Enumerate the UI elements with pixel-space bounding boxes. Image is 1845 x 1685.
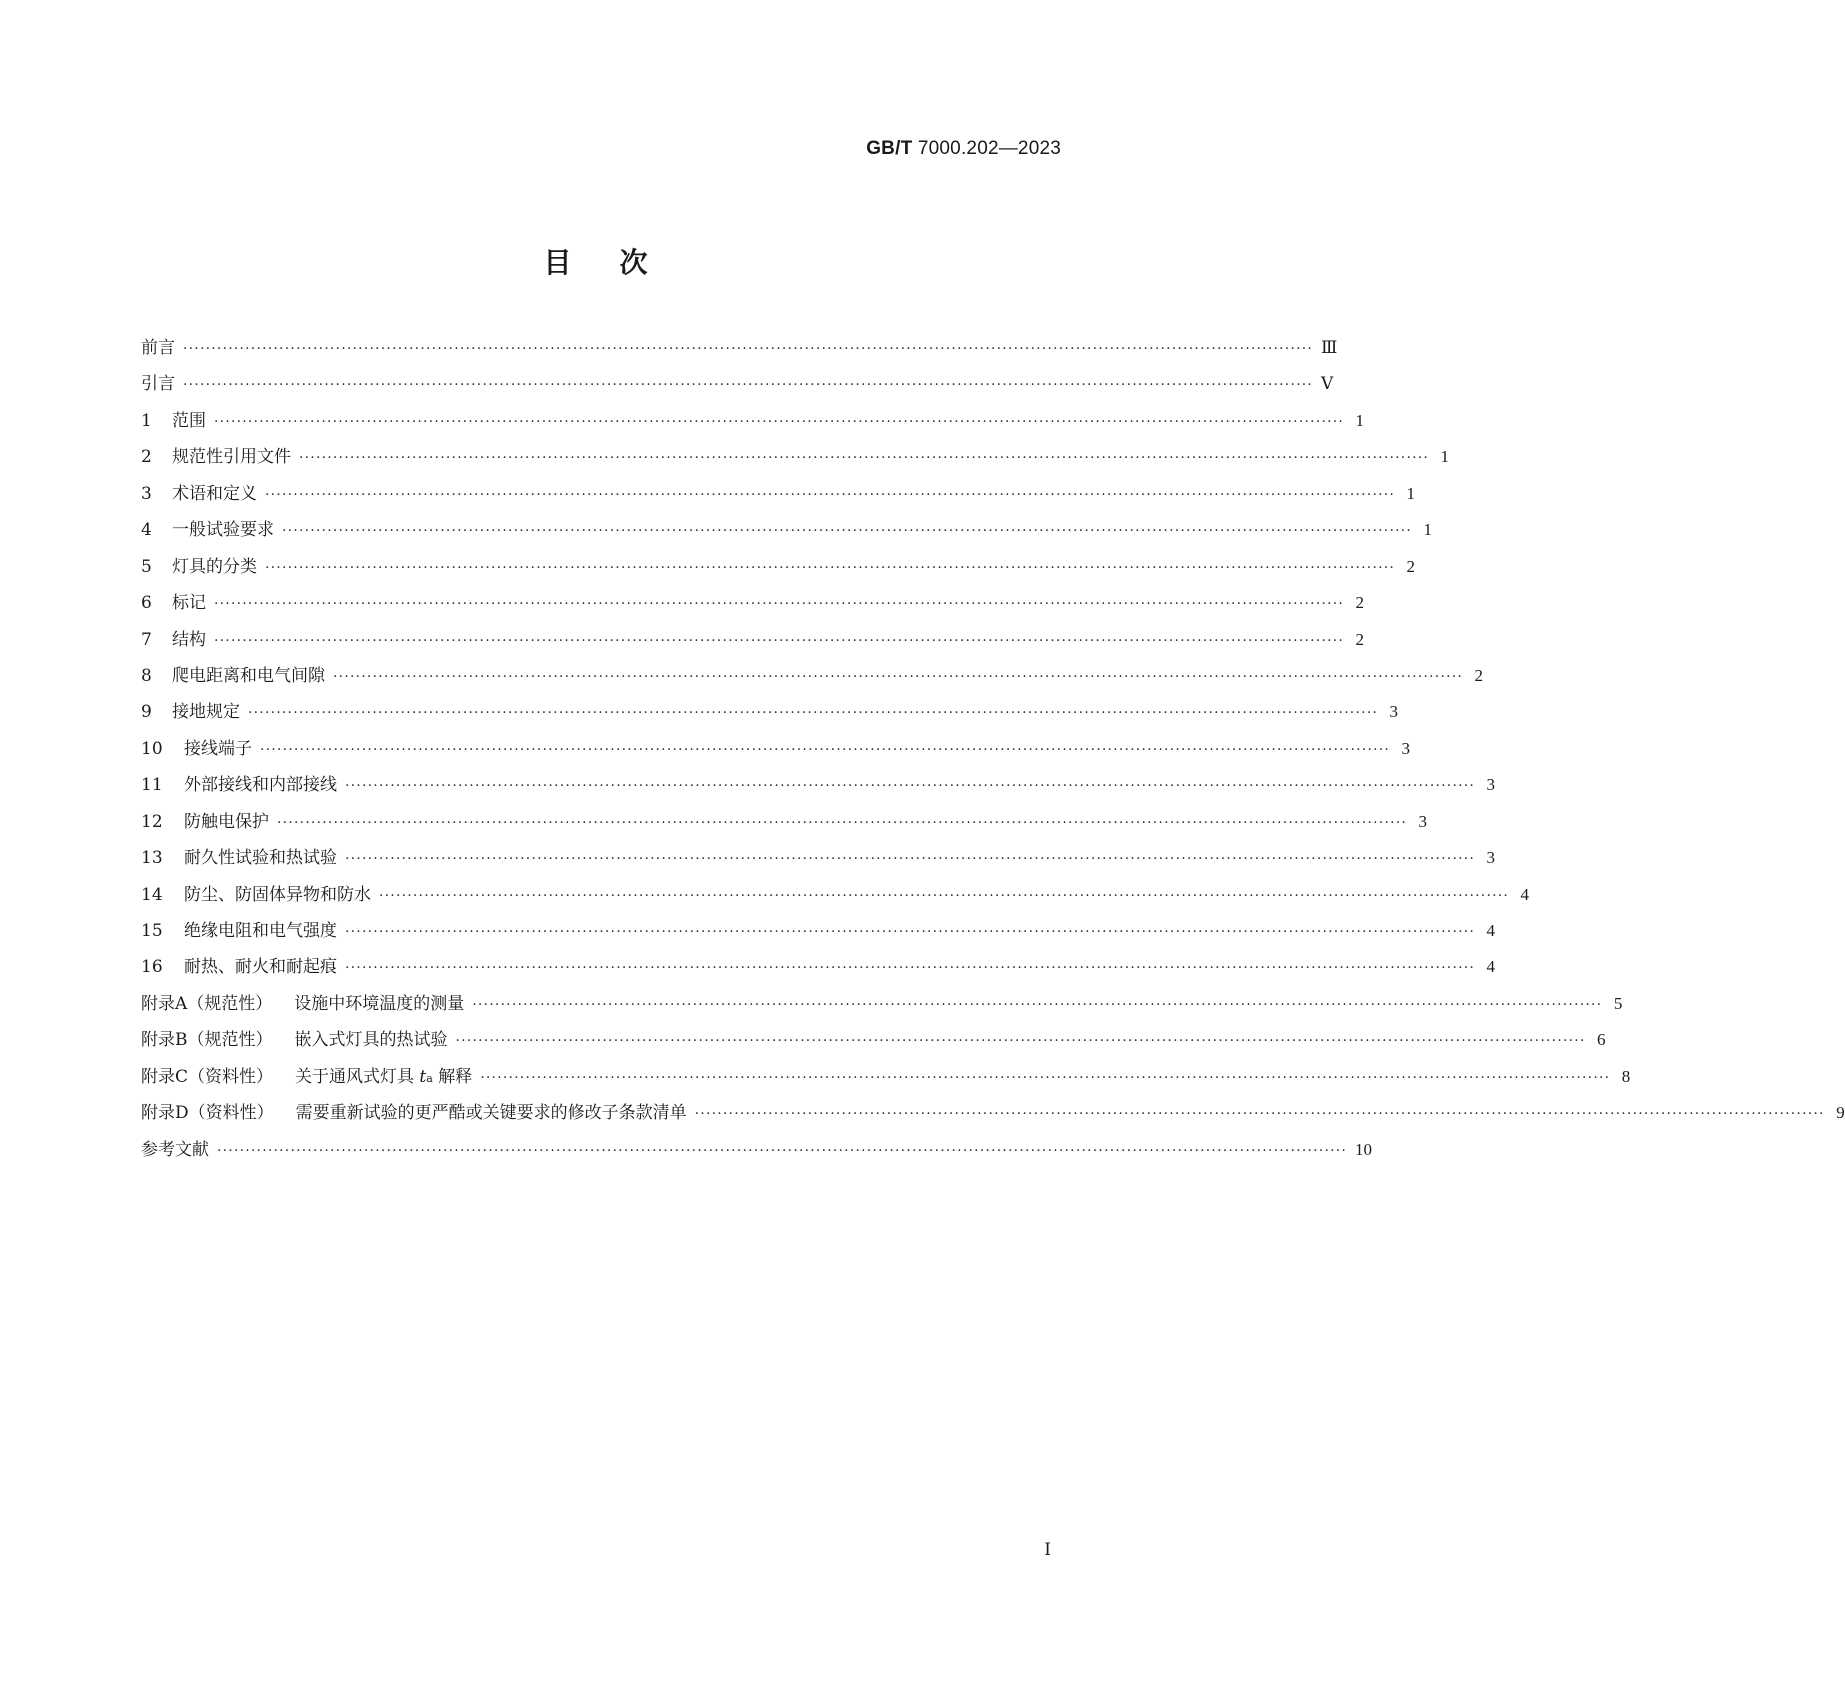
leader-dots: ········································································································································································································ xyxy=(248,705,1379,722)
toc-annex-id: 附录D（资料性） xyxy=(141,1103,274,1124)
toc-entry-clause-10[interactable] xyxy=(141,738,1411,774)
toc-entry-number: 10 xyxy=(141,738,163,759)
toc-entry-clause-5[interactable] xyxy=(141,556,1416,592)
toc-entry-clause-7[interactable] xyxy=(141,629,1365,665)
page-title: 目次 xyxy=(543,246,696,279)
toc-entry-number: 4 xyxy=(141,520,152,541)
page-number: Ⅰ xyxy=(1044,1540,1051,1559)
leader-dots: ········································································································································································································ xyxy=(260,741,1391,758)
toc-entry-clause-2[interactable] xyxy=(141,446,1450,482)
toc-entry-clause-9[interactable] xyxy=(141,701,1399,737)
toc-entry-number: 8 xyxy=(141,665,152,686)
toc-entry-number: 9 xyxy=(141,702,152,723)
toc-entry-page: 1 xyxy=(1406,483,1416,503)
toc-entry-annex-b[interactable] xyxy=(141,1029,1606,1065)
toc-entry-page: 3 xyxy=(1418,811,1428,831)
toc-entry-number: 5 xyxy=(141,556,152,577)
toc-entry-page: 5 xyxy=(1613,993,1623,1013)
toc-entry-label: 关于通风式灯具 xyxy=(295,1066,415,1087)
toc-entry-page: 3 xyxy=(1389,702,1399,722)
toc-entry-clause-13[interactable] xyxy=(141,847,1496,883)
toc-entry-annex-c[interactable] xyxy=(141,1066,1631,1102)
leader-dots: ········································································································································································································ xyxy=(282,523,1413,540)
leader-dots: ········································································································································································································ xyxy=(345,924,1476,940)
toc-annex-id: 附录C（资料性） xyxy=(141,1066,274,1087)
toc-entry-clause-3[interactable] xyxy=(141,483,1416,519)
leader-dots: ········································································································································································································ xyxy=(214,413,1345,430)
leader-dots: ········································································································································································································ xyxy=(299,450,1430,467)
toc-entry-label: 防尘、防固体异物和防水 xyxy=(184,884,371,905)
toc-entry-number: 6 xyxy=(141,593,152,614)
toc-entry-label: 标记 xyxy=(172,593,206,614)
toc-entry-clause-4[interactable] xyxy=(141,519,1433,555)
toc-entry-label: 术语和定义 xyxy=(172,483,257,504)
toc-entry-number: 3 xyxy=(141,483,152,504)
toc-entry-page: 1 xyxy=(1440,447,1450,467)
leader-dots: ········································································································································································································ xyxy=(472,996,1603,1013)
toc-entry-annex-d[interactable] xyxy=(141,1102,1845,1138)
toc-entry-page: 3 xyxy=(1401,738,1411,758)
standard-code xyxy=(866,138,1061,160)
toc-entry-number: 1 xyxy=(141,410,152,431)
toc-entry-label: 设施中环境温度的测量 xyxy=(294,993,465,1014)
leader-dots: ········································································································································································································ xyxy=(345,778,1476,795)
toc-entry-number: 2 xyxy=(141,447,152,468)
toc-entry-subscript: a xyxy=(426,1071,433,1085)
leader-dots: ········································································································································································································ xyxy=(183,377,1314,394)
toc-entry-label: 引言 xyxy=(141,374,175,395)
leader-dots: ········································································································································································································ xyxy=(694,1106,1825,1123)
leader-dots: ········································································································································································································ xyxy=(345,960,1476,977)
toc-entry-page: Ⅲ xyxy=(1321,338,1338,357)
toc-entry-label-suffix: 解释 xyxy=(438,1066,473,1087)
toc-entry-page: 2 xyxy=(1406,556,1416,576)
toc-entry-label: 结构 xyxy=(172,629,206,650)
toc-entry-number: 7 xyxy=(141,629,152,650)
leader-dots: ········································································································································································································ xyxy=(265,559,1396,576)
leader-dots: ········································································································································································································ xyxy=(333,668,1464,685)
toc-entry-label: 爬电距离和电气间隙 xyxy=(172,665,325,686)
leader-dots: ········································································································································································································ xyxy=(455,1033,1586,1050)
toc-entry-page: 10 xyxy=(1355,1139,1373,1159)
toc-entry-label: 嵌入式灯具的热试验 xyxy=(294,1030,448,1051)
leader-dots: ········································································································································································································ xyxy=(217,1142,1348,1159)
leader-dots: ········································································································································································································ xyxy=(183,341,1314,357)
toc-entry-page: 4 xyxy=(1486,921,1496,940)
toc-entry-number: 16 xyxy=(141,957,163,978)
toc-entry-label: 外部接线和内部接线 xyxy=(184,775,337,796)
toc-entry-page: 3 xyxy=(1486,848,1496,868)
toc-entry-number: 15 xyxy=(141,921,163,941)
toc-entry-page: 4 xyxy=(1486,957,1496,977)
toc-entry-clause-14[interactable] xyxy=(141,884,1530,920)
toc-entry-label: 接线端子 xyxy=(184,738,252,759)
leader-dots: ········································································································································································································ xyxy=(277,814,1408,831)
toc-entry-label: 绝缘电阻和电气强度 xyxy=(184,921,337,941)
leader-dots: ········································································································································································································ xyxy=(214,596,1345,613)
toc-entry-clause-11[interactable] xyxy=(141,774,1496,810)
toc-entry-number: 11 xyxy=(141,775,163,796)
leader-dots: ········································································································································································································ xyxy=(345,851,1476,868)
toc-entry-label: 前言 xyxy=(141,338,175,358)
leader-dots: ········································································································································································································ xyxy=(480,1069,1611,1086)
toc-entry-number: 12 xyxy=(141,811,163,832)
toc-entry-introduction[interactable] xyxy=(141,373,1334,409)
standard-number: 7000.202—2023 xyxy=(917,138,1061,159)
toc-annex-id: 附录A（规范性） xyxy=(141,993,273,1014)
toc-entry-label: 一般试验要求 xyxy=(172,520,274,541)
toc-entry-clause-6[interactable] xyxy=(141,592,1365,628)
toc-entry-number: 14 xyxy=(141,884,163,905)
toc-entry-clause-15[interactable] xyxy=(141,920,1496,956)
table-of-contents xyxy=(141,337,1845,1175)
toc-entry-label: 防触电保护 xyxy=(184,811,269,832)
toc-entry-label: 接地规定 xyxy=(172,702,240,723)
toc-entry-page: 2 xyxy=(1474,665,1484,685)
toc-entry-page: 9 xyxy=(1836,1103,1845,1123)
toc-entry-page: 8 xyxy=(1621,1066,1631,1086)
toc-entry-label: 参考文献 xyxy=(141,1139,209,1160)
toc-entry-label: 需要重新试验的更严酷或关键要求的修改子条款清单 xyxy=(295,1103,687,1124)
toc-entry-foreword[interactable] xyxy=(141,337,1338,373)
toc-entry-label: 耐久性试验和热试验 xyxy=(184,848,337,869)
toc-entry-clause-8[interactable] xyxy=(141,665,1484,701)
leader-dots: ········································································································································································································ xyxy=(379,887,1510,904)
toc-entry-annex-a[interactable] xyxy=(141,993,1623,1029)
toc-entry-label: 规范性引用文件 xyxy=(172,447,291,468)
toc-annex-id: 附录B（规范性） xyxy=(141,1030,273,1051)
toc-entry-bibliography[interactable] xyxy=(141,1139,1373,1175)
leader-dots: ········································································································································································································ xyxy=(214,632,1345,649)
toc-entry-label: 灯具的分类 xyxy=(172,556,257,577)
toc-entry-page: Ⅴ xyxy=(1321,374,1334,394)
toc-entry-symbol: t xyxy=(419,1066,427,1087)
toc-entry-page: 2 xyxy=(1355,629,1365,649)
toc-entry-page: 4 xyxy=(1520,884,1530,904)
toc-entry-clause-12[interactable] xyxy=(141,811,1428,847)
leader-dots: ········································································································································································································ xyxy=(265,486,1396,503)
toc-entry-page: 3 xyxy=(1486,775,1496,795)
toc-entry-page: 2 xyxy=(1355,593,1365,613)
toc-entry-page: 1 xyxy=(1423,520,1433,540)
toc-entry-clause-1[interactable] xyxy=(141,410,1365,446)
toc-entry-clause-16[interactable] xyxy=(141,956,1496,992)
standard-prefix: GB/T xyxy=(866,138,913,159)
toc-entry-label: 范围 xyxy=(172,410,206,431)
toc-entry-label: 耐热、耐火和耐起痕 xyxy=(184,957,337,978)
toc-entry-page: 6 xyxy=(1597,1030,1606,1050)
toc-entry-page: 1 xyxy=(1355,410,1365,430)
toc-entry-number: 13 xyxy=(141,848,163,869)
